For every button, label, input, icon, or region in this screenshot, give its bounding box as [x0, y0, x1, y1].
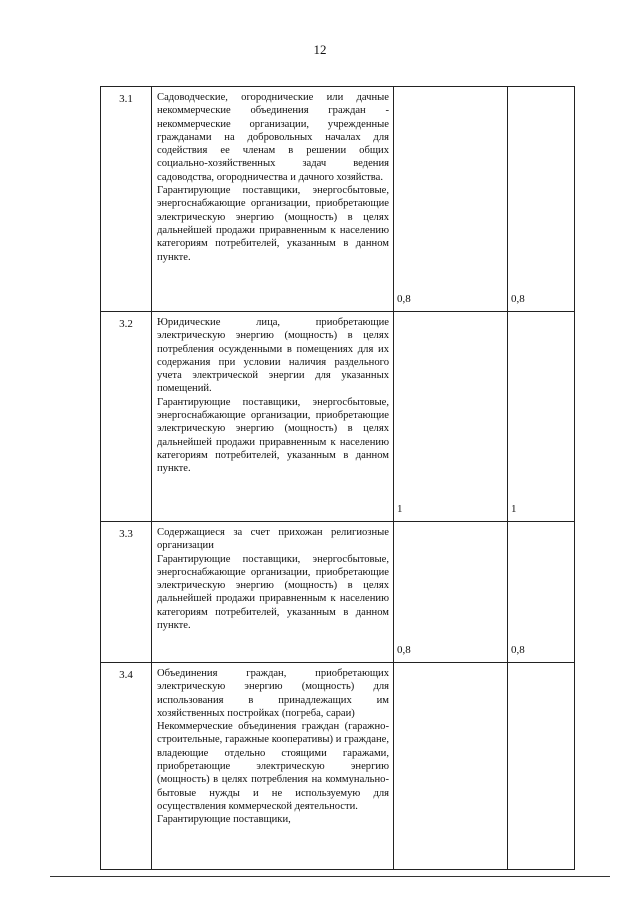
row-number: 3.1: [101, 87, 152, 312]
description-paragraph: Юридические лица, приобретающие электрическую энергию (мощность) в целях потребления осужденными в помещениях для их содержания при условии наличия раздельного учета электрической энергии для указанных помещений.: [157, 317, 389, 395]
row-description: [152, 522, 394, 663]
row-number: 3.3: [101, 522, 152, 663]
row-number: 3.4: [101, 663, 152, 870]
page-number: 12: [313, 42, 327, 57]
row-description: [152, 663, 394, 870]
description-paragraph: Гарантирующие поставщики, энергосбытовые, энергоснабжающие организации, приобретающие электрическую энергию (мощность) в целях дальнейшей продажи приравненным к населению категориям потребителей, указанным в данном пункте.: [157, 185, 389, 263]
table-row: [101, 663, 575, 870]
description-paragraph: Гарантирующие поставщики,: [157, 814, 291, 826]
row-description: [152, 312, 394, 522]
row-number: 3.2: [101, 312, 152, 522]
table-row: [101, 87, 575, 312]
scan-edge-line: [50, 876, 610, 877]
coefficient-value: 0,8: [394, 522, 508, 663]
coefficient-value: 0,8: [508, 87, 575, 312]
description-paragraph: Объединения граждан, приобретающих электрическую энергию (мощность) для использования в принадлежащих им хозяйственных постройках (погреба, сараи): [157, 668, 389, 719]
description-paragraph: Гарантирующие поставщики, энергосбытовые, энергоснабжающие организации, приобретающие электрическую энергию (мощность) в целях дальнейшей продажи приравненным к населению категориям потребителей, указанным в данном пункте.: [157, 396, 389, 475]
coefficient-value: 1: [508, 312, 575, 522]
coefficient-value: 1: [394, 312, 508, 522]
table-row: [101, 522, 575, 663]
coefficient-value: 0,8: [508, 522, 575, 663]
description-paragraph: Некоммерческие объединения граждан (гаражно-строительные, гаражные кооперативы) и граждане, владеющие отдельно стоящими гаражами, приобретающие электрическую энергию (мощность) в целях потребления на коммунально-бытовые нужды и не используемую для осуществления коммерческой деятельности.: [157, 721, 389, 812]
description-paragraph: Гарантирующие поставщики, энергосбытовые, энергоснабжающие организации, приобретающие электрическую энергию (мощность) в целях дальнейшей продажи приравненным к населению категориям потребителей, указанным в данном пункте.: [157, 553, 389, 632]
coefficient-value: [508, 663, 575, 870]
coefficient-value: [394, 663, 508, 870]
description-paragraph: Содержащиеся за счет прихожан религиозные организации: [157, 527, 389, 552]
table-row: [101, 312, 575, 522]
coefficient-value: 0,8: [394, 87, 508, 312]
tariff-table: [100, 86, 575, 870]
description-paragraph: Садоводческие, огороднические или дачные некоммерческие объединения граждан - некоммерческие организации, учрежденные гражданами на добровольных началах для содействия ее членам в решении общих социально-хозяйственных задач ведения садоводства, огородничества и дачного хозяйства.: [157, 92, 389, 183]
row-description: [152, 87, 394, 312]
